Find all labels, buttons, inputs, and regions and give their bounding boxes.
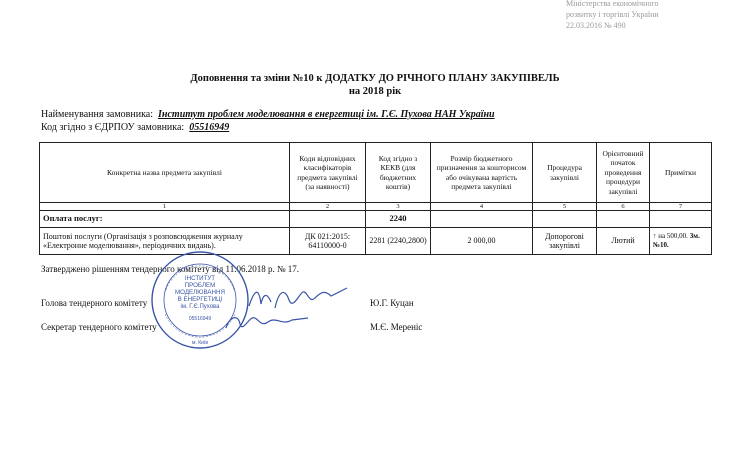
header-notes: Примітки	[650, 143, 712, 203]
regulation-note	[566, 0, 659, 31]
stamp-line-5: ім. Г.Є.Пухова	[180, 304, 220, 310]
column-number: 6	[597, 203, 650, 211]
column-number: 3	[366, 203, 431, 211]
empty-cell	[597, 211, 650, 228]
header-procedure: Процедура закупівлі	[533, 143, 597, 203]
item-kekv: 2281 (2240,2800)	[366, 228, 431, 255]
procurement-table	[39, 142, 712, 255]
chairman-name: Ю.Г. Куцан	[370, 298, 414, 308]
official-stamp	[150, 250, 250, 350]
header-subject: Конкретна назва предмета закупівлі	[40, 143, 290, 203]
empty-cell	[290, 211, 366, 228]
table-number-row	[40, 203, 712, 211]
column-number: 2	[290, 203, 366, 211]
item-name: Поштові послуги (Організація з розповсюдження журналу «Електронне моделювання», періодичних видань).	[40, 228, 290, 255]
stamp-line-4: В ЕНЕРГЕТИЦІ	[177, 296, 223, 303]
customer-name: Інститут проблем моделювання в енергетиці ім. Г.Є. Пухова НАН України	[158, 109, 495, 120]
header-classifier: Коди відповідних класифікаторів предмета закупівлі (за наявності)	[290, 143, 366, 203]
approval-statement: Затверджено рішенням тендерного комітету від 11.06.2018 р. № 17.	[41, 264, 300, 274]
note-change: ↑ на 500,00.	[653, 231, 688, 240]
item-note	[650, 228, 712, 255]
stamp-line-2: ПРОБЛЕМ	[184, 282, 216, 289]
table-header-row	[40, 143, 712, 203]
document-year: на 2018 рік	[348, 86, 402, 97]
customer-line	[41, 108, 495, 121]
regulation-line-2: розвитку і торгівлі України	[566, 10, 659, 19]
stamp-code: 05516949	[188, 316, 212, 322]
item-procedure: Допорогові закупівлі	[533, 228, 597, 255]
item-start: Лютий	[597, 228, 650, 255]
regulation-line-3: 22.03.2016 № 490	[566, 21, 626, 30]
header-kekv: Код згідно з КЕКВ (для бюджетних коштів)	[366, 143, 431, 203]
item-classifier: ДК 021:2015: 64110000-0	[290, 228, 366, 255]
table-row	[40, 228, 712, 255]
note-revision: Зм.№10.	[653, 231, 700, 249]
column-number: 7	[650, 203, 712, 211]
empty-cell	[650, 211, 712, 228]
regulation-line-1: Міністерства економічного	[566, 0, 659, 8]
document-title: Доповнення та зміни №10 к ДОДАТКУ ДО РІЧНОГО ПЛАНУ ЗАКУПІВЕЛЬ	[190, 73, 560, 84]
section-row	[40, 211, 712, 228]
edrpou-label: Код згідно з ЄДРПОУ замовника:	[41, 122, 185, 133]
column-number: 1	[40, 203, 290, 211]
item-amount: 2 000,00	[431, 228, 533, 255]
customer-label: Найменування замовника:	[41, 109, 154, 120]
header-amount: Розмір бюджетного призначення за кошторисом або очікувана вартість предмета закупівлі	[431, 143, 533, 203]
section-code: 2240	[366, 211, 431, 228]
secretary-signature	[222, 310, 312, 334]
section-name: Оплата послуг:	[40, 211, 290, 228]
stamp-line-3: МОДЕЛЮВАННЯ	[175, 289, 225, 296]
empty-cell	[533, 211, 597, 228]
secretary-role: Секретар тендерного комітету	[41, 322, 157, 332]
secretary-name: М.Є. Мереніс	[370, 322, 423, 332]
stamp-line-1: ІНСТИТУТ	[184, 275, 216, 282]
column-number: 5	[533, 203, 597, 211]
column-number: 4	[431, 203, 533, 211]
empty-cell	[431, 211, 533, 228]
chairman-role: Голова тендерного комітету	[41, 298, 148, 308]
header-start: Орієнтовний початок проведення процедури закупівлі	[597, 143, 650, 203]
stamp-city: м. Київ	[192, 340, 208, 346]
edrpou-line	[41, 121, 229, 134]
edrpou-value: 05516949	[189, 122, 230, 133]
